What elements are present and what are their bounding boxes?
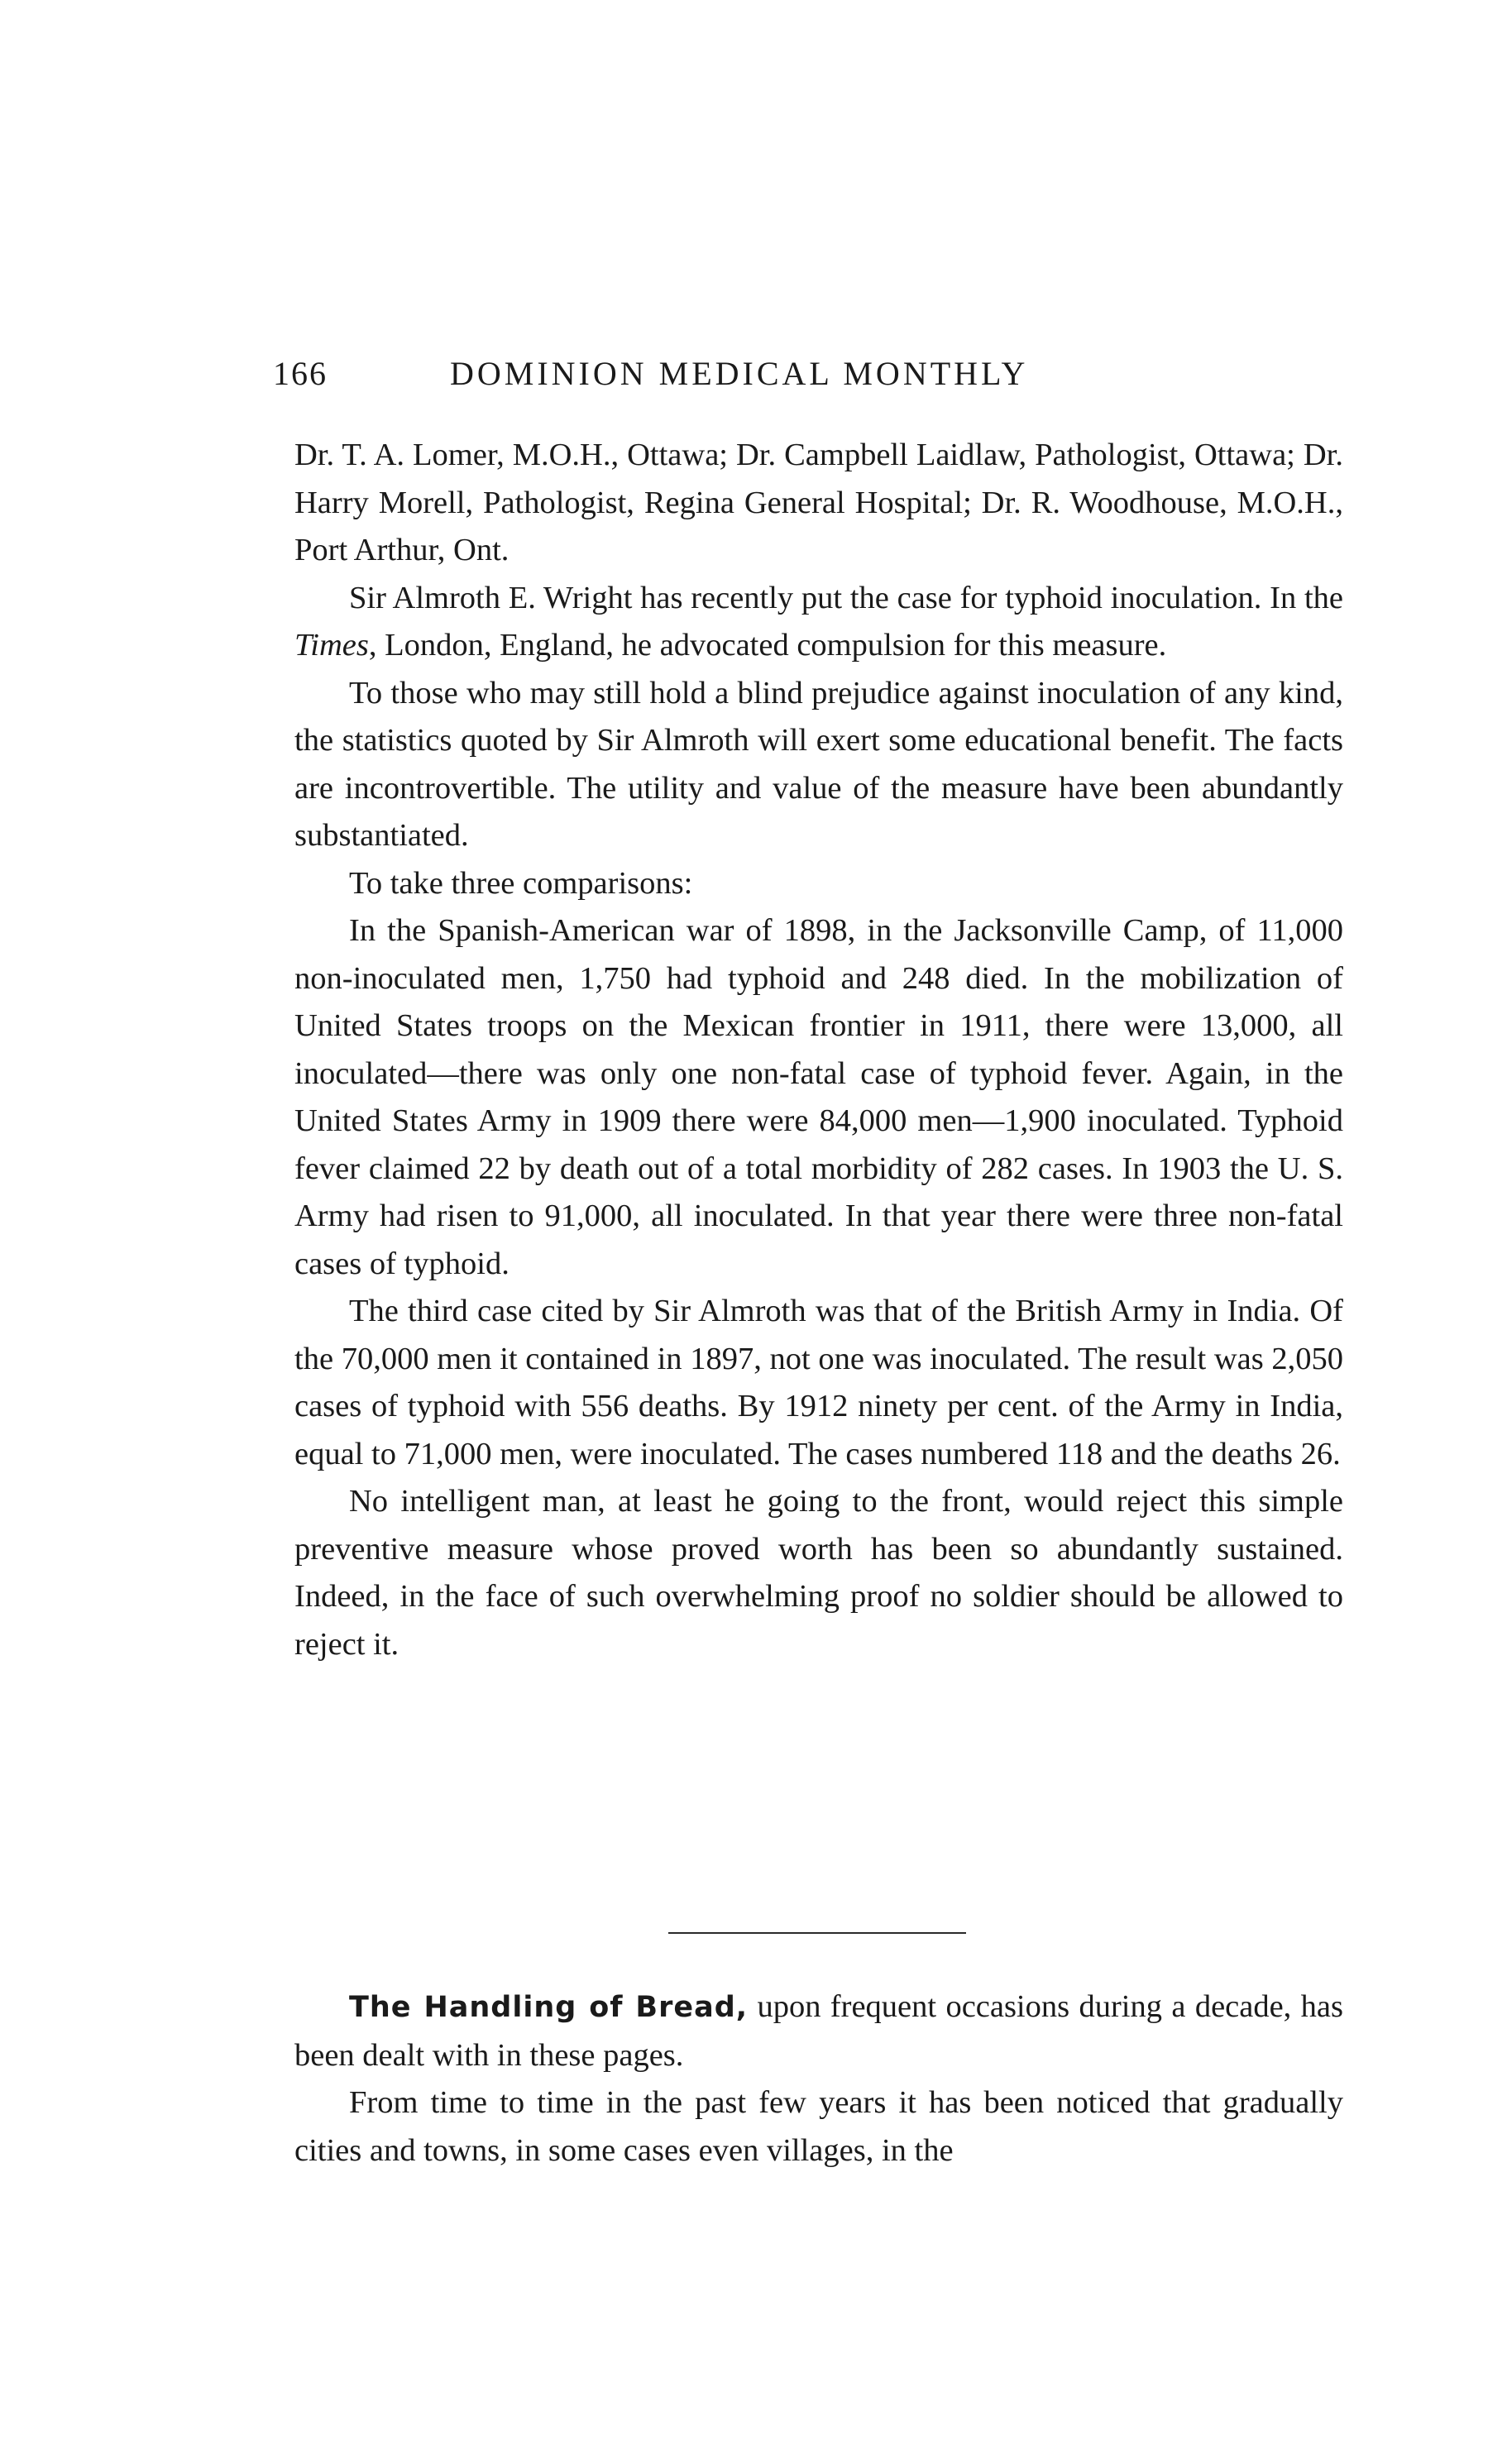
wright-text-before: Sir Almroth E. Wright has recently put the case for typhoid inoculation. In the bbox=[349, 580, 1343, 615]
paragraph-wright bbox=[294, 575, 1343, 670]
page-number: 166 bbox=[273, 355, 328, 392]
bread-paragraph-1-text: upon frequent occasions during a decade, has been dealt with in these pages. bbox=[294, 1989, 1343, 2073]
section-divider bbox=[668, 1932, 966, 1934]
paragraph-conclusion: No intelligent man, at least he going to the front, would reject this simple preventive measure whose proved worth has been so abundantly sustained. Indeed, in the face of such overwhelming proof no soldier should be allowed to reject it. bbox=[294, 1484, 1343, 1662]
wright-text-after: , London, England, he advocated compulsion for this measure. bbox=[368, 628, 1167, 663]
paragraph-comparisons-intro: To take three comparisons: bbox=[349, 865, 693, 901]
bread-paragraph-1 bbox=[294, 1983, 1343, 2079]
paragraph-committee: Dr. T. A. Lomer, M.O.H., Ottawa; Dr. Campbell Laidlaw, Pathologist, Ottawa; Dr. Harry Morell, Pathologist, Regina General Hospital; Dr. R. Woodhouse, M.O.H., Port Arthur, Ont. bbox=[294, 438, 1343, 567]
page-header bbox=[273, 354, 1150, 404]
paragraph-us-statistics: In the Spanish-American war of 1898, in the Jacksonville Camp, of 11,000 non-inoculated men, 1,750 had typhoid and 248 died. In the mobilization of United States troops on the Mexican frontier in 1911, there were 13,000, all inoculated—there was only one non-fatal case of typhoid fever. Again, in the United States Army in 1909 there were 84,000 men—1,900 inoculated. Typhoid fever claimed 22 by death out of a total morbidity of 282 cases. In 1903 the U. S. Army had risen to 91,000, all inoculated. In that year there were three non-fatal cases of typhoid. bbox=[294, 913, 1343, 1281]
running-title: DOMINION MEDICAL MONTHLY bbox=[450, 355, 1029, 392]
bread-section bbox=[294, 1983, 1343, 2175]
paragraph-india-statistics: The third case cited by Sir Almroth was that of the British Army in India. Of the 70,000 men it contained in 1897, not one was inoculated. The result was 2,050 cases of typhoid with 556 deaths. By 1912 ninety per cent. of the Army in India, equal to 71,000 men, were inoculated. The cases numbered 118 and the deaths 26. bbox=[294, 1294, 1343, 1471]
bread-paragraph-2: From time to time in the past few years it has been noticed that gradually cities and towns, in some cases even villages, in the bbox=[294, 2085, 1343, 2168]
article-body bbox=[294, 432, 1343, 1668]
bread-heading: The Handling of Bread, bbox=[349, 1991, 749, 2024]
times-title: Times bbox=[294, 628, 369, 663]
paragraph-prejudice: To those who may still hold a blind prejudice against inoculation of any kind, the statistics quoted by Sir Almroth will exert some educational benefit. The facts are incontrovertible. The utility and value of the measure have been abundantly substantiated. bbox=[294, 675, 1343, 853]
